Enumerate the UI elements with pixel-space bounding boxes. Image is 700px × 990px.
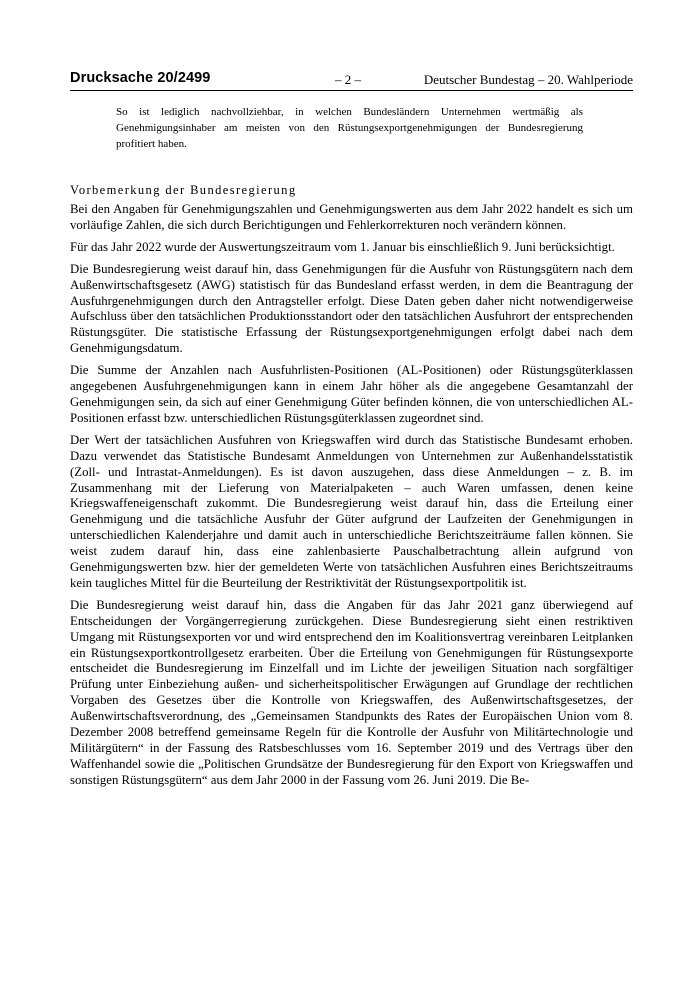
section-heading: Vorbemerkung der Bundesregierung [70,183,297,197]
paragraph-2: Für das Jahr 2022 wurde der Auswertungszeitraum vom 1. Januar bis einschließlich 9. Juni berücksichtigt. [70,239,615,254]
body-text [70,202,633,795]
paragraph-3: Die Bundesregierung weist darauf hin, dass Genehmigungen für die Ausfuhr von Rüstungsgütern nach dem Außenwirtschaftsgesetz (AWG) statistisch für das Bundesland erfasst werden, in dem die Beantragung der Ausfuhrgenehmigungen durch den Antragsteller erfolgt. Diese Daten geben daher nicht notwendigerweise Aufschluss über den tatsächlichen Produktionsstandort oder den tatsächlichen Ausfuhrort der entsprechenden Rüstungsgüter. Die statistische Erfassung der Rüstungsexportgenehmigungen erfolgt dabei nach dem Genehmigungsdatum. [70,261,633,356]
document-number-prefix: Drucksache 20/ [70,70,178,86]
paragraph-5: Der Wert der tatsächlichen Ausfuhren von Kriegswaffen wird durch das Statistische Bundesamt erhoben. Dazu verwendet das Statistische Bundesamt Anmeldungen von Unternehmen zur Außenhandelsstatistik (Zoll- und Intrastat-Anmeldungen). Es ist davon auszugehen, dass diese Anmeldungen – z. B. im Zusammenhang mit der Lieferung von Materialpaketen – auch Waren umfassen, denen keine Kriegswaffeneigenschaft zukommt. Die Bundesregierung weist darauf hin, dass die Erteilung einer Genehmigung und die tatsächliche Ausfuhr der Güter aufgrund der Laufzeiten der Genehmigungen in unterschiedlichen Kalenderjahre und damit auch in unterschiedliche Berichtszeiträume fallen können. Sie weist zudem darauf hin, dass eine zahlenbasierte Pauschalbetrachtung allein aufgrund von Genehmigungswerten bzw. hier der gemeldeten Werte von tatsächlichen Ausfuhren eines Berichtszeitraums kein taugliches Mittel für die Beurteilung der Restriktivität der Rüstungsexportpolitik ist. [70,432,633,590]
document-number-value: 2499 [177,70,211,86]
page-header [70,70,633,90]
document-number [70,70,210,86]
page-number: – 2 – [335,72,361,87]
issuer-label: Deutscher Bundestag – 20. Wahlperiode [423,72,633,87]
header-divider [70,90,633,91]
quoted-passage: So ist lediglich nachvollziehbar, in welchen Bundesländern Unternehmen wertmäßig als Genehmigungsinhaber am meisten von den Rüstungsexportgenehmigungen der Bundesregierung profitiert haben. [116,106,583,150]
paragraph-4: Die Summe der Anzahlen nach Ausfuhrlisten-Positionen (AL-Positionen) oder Rüstungsgüterklassen angegebenen Ausfuhrgenehmigungen kann in einem Jahr höher als die angegebene Gesamtanzahl der Genehmigungen sein, da sich auf einer Genehmigung Güter befinden können, die von unterschiedlichen AL-Positionen erfasst bzw. unterschiedlichen Rüstungsgüterklassen zugeordnet sind. [70,363,633,425]
paragraph-6: Die Bundesregierung weist darauf hin, dass die Angaben für das Jahr 2021 ganz überwiegend auf Entscheidungen der Vorgängerregierung zurückgehen. Diese Bundesregierung sieht einen restriktiven Umgang mit Rüstungsexporten vor und wird entsprechend den im Koalitionsvertrag vereinbaren Leitplanken ein Rüstungsexportkontrollgesetz erarbeiten. Über die Erteilung von Genehmigungen für Rüstungsexporte entscheidet die Bundesregierung im Einzelfall und im Lichte der jeweiligen Situation nach sorgfältiger Prüfung unter Einbeziehung außen- und sicherheitspolitischer Erwägungen auf Grundlage der rechtlichen Vorgaben des Gesetzes über die Kontrolle von Kriegswaffen, des Außenwirtschaftsgesetzes, der Außenwirtschaftsverordnung, des „Gemeinsamen Standpunkts des Rates der Europäischen Union vom 8. Dezember 2008 betreffend gemeinsame Regeln für die Kontrolle der Ausfuhr von Militärtechnologie und Militärgütern“ in der Fassung des Ratsbeschlusses vom 16. September 2019 und des Vertrags über den Waffenhandel sowie die „Politischen Grundsätze der Bundesregierung für den Export von Kriegswaffen und sonstigen Rüstungsgütern“ aus dem Jahr 2000 in der Fassung vom 26. Juni 2019. Die Be- [70,597,633,787]
paragraph-1: Bei den Angaben für Genehmigungszahlen und Genehmigungswerten aus dem Jahr 2022 handelt es sich um vorläufige Zahlen, die sich durch Berichtigungen und Fehlerkorrekturen noch verändern können. [70,202,633,232]
